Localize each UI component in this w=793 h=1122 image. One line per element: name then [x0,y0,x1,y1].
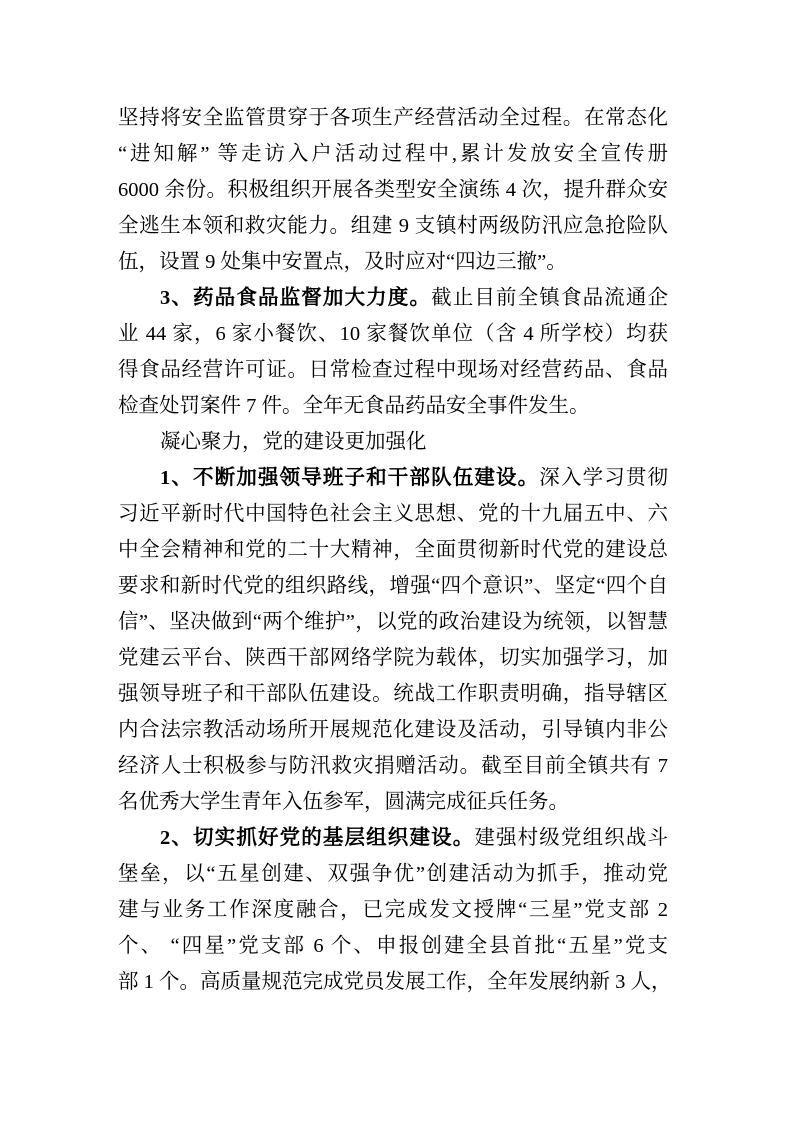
line-text: 经济人士积极参与防汛救灾捐赠活动。截至目前全镇共有 7 [118,755,668,777]
line-text: 内合法宗教活动场所开展规范化建设及活动，引导镇内非公 [118,719,668,741]
text-line [118,352,668,388]
line-text: 习近平新时代中国特色社会主义思想、党的十九届五中、六 [118,503,668,525]
section-heading: 2、切实抓好党的基层组织建设。 [160,827,475,849]
text-line [118,496,668,532]
text-line [118,172,668,208]
chapter-heading [118,424,668,460]
line-text: 截止目前全镇食品流通企 [431,287,669,309]
text-line [118,892,668,928]
line-text: 业 44 家，6 家小餐饮、10 家餐饮单位（含 4 所学校）均获 [118,323,668,345]
text-line [118,388,668,424]
line-text: 坚持将安全监管贯穿于各项生产经营活动全过程。在常态化 [118,107,668,129]
line-text: 得食品经营许可证。日常检查过程中现场对经营药品、食品 [118,359,668,381]
text-line [118,928,668,964]
line-text: 建与业务工作深度融合，已完成发文授牌“三星”党支部 2 [118,899,668,921]
section-line-leadership [118,460,668,496]
line-text: 要求和新时代党的组织路线，增强“四个意识”、坚定“四个自 [118,575,668,597]
text-line [118,532,668,568]
text-line [118,748,668,784]
line-text: 强领导班子和干部队伍建设。统战工作职责明确，指导辖区 [118,683,668,705]
text-line [118,604,668,640]
text-line [118,712,668,748]
line-text: 全逃生本领和救灾能力。组建 9 支镇村两级防汛应急抢险队 [118,215,668,237]
text-line [118,676,668,712]
line-text: “进知解” 等走访入户活动过程中,累计发放安全宣传册 [118,143,668,165]
line-text: 建强村级党组织战斗 [474,827,669,849]
text-line [118,856,668,892]
line-text: 堡垒，以“五星创建、双强争优”创建活动为抓手，推动党 [118,863,668,885]
text-line [118,136,668,172]
document-body [118,100,672,1000]
line-text: 信”、坚决做到“两个维护”，以党的政治建设为统领，以智慧 [118,611,668,633]
line-text: 个、 “四星”党支部 6 个、申报创建全县首批“五星”党支 [118,935,668,957]
line-text: 部 1 个。高质量规范完成党员发展工作，全年发展纳新 3 人， [118,971,672,993]
section-heading: 3、药品食品监督加大力度。 [160,287,432,309]
line-text: 6000 余份。积极组织开展各类型安全演练 4 次，提升群众安 [118,179,668,201]
text-line [118,208,668,244]
text-line [118,316,668,352]
line-text: 名优秀大学生青年入伍参军，圆满完成征兵任务。 [118,791,569,813]
chapter-heading-text: 凝心聚力，党的建设更加强化 [160,431,427,453]
text-line [118,244,668,280]
section-heading: 1、不断加强领导班子和干部队伍建设。 [160,467,540,489]
line-text: 中全会精神和党的二十大精神，全面贯彻新时代党的建设总 [118,539,668,561]
text-line [118,964,672,1000]
text-line [118,784,668,820]
text-line [118,640,668,676]
section-line-food-drug [118,280,668,316]
line-text: 伍，设置 9 处集中安置点，及时应对“四边三撤”。 [118,251,567,273]
text-line [118,100,668,136]
line-text: 检查处罚案件 7 件。全年无食品药品安全事件发生。 [118,395,590,417]
text-line [118,568,668,604]
section-line-party-organization [118,820,668,856]
line-text: 深入学习贯彻 [539,467,669,489]
line-text: 党建云平台、陕西干部网络学院为载体，切实加强学习，加 [118,647,668,669]
